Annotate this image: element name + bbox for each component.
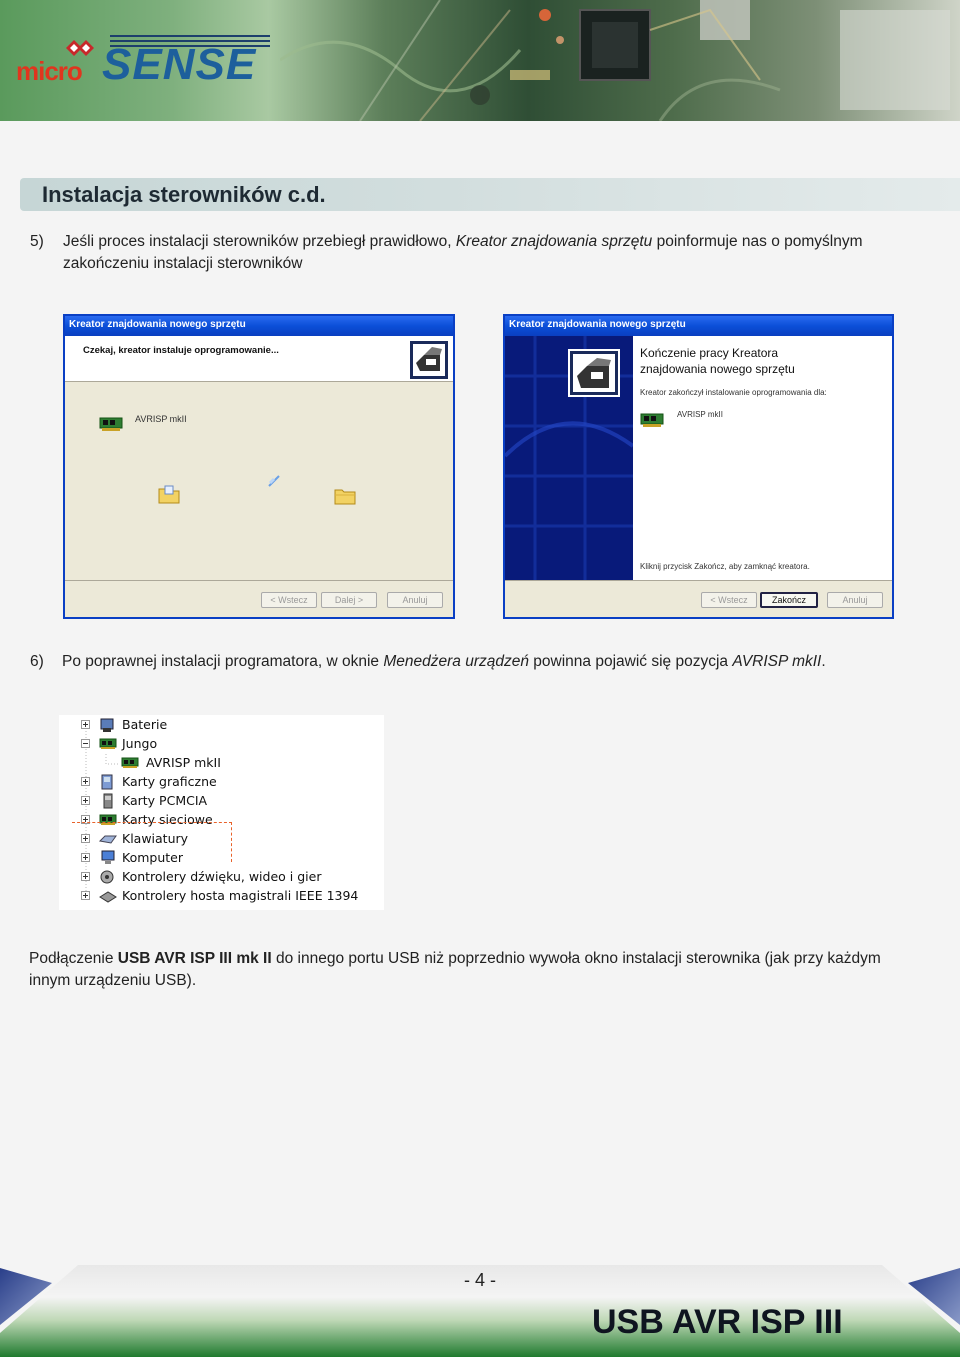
step-6-line xyxy=(62,651,826,673)
wizard-content-area xyxy=(633,336,892,580)
section-title-bar xyxy=(20,178,960,211)
cancel-button[interactable]: Anuluj xyxy=(387,592,443,608)
wizard-status-text: Czekaj, kreator instaluje oprogramowanie... xyxy=(83,345,279,356)
device-board-icon xyxy=(640,412,666,428)
step-5-line-1 xyxy=(63,231,863,253)
window-titlebar xyxy=(65,316,453,336)
device-name: AVRISP mkII xyxy=(135,414,187,424)
tree-item[interactable] xyxy=(59,792,384,811)
device-name: AVRISP mkII xyxy=(677,410,723,419)
hardware-wizard-icon xyxy=(410,341,448,379)
tree-label: Klawiatury xyxy=(122,831,189,846)
tree-item[interactable] xyxy=(59,773,384,792)
tree-item-avrisp[interactable] xyxy=(59,754,384,773)
tree-label: Karty graficzne xyxy=(122,774,217,789)
step-5-text-after: poinformuje nas o pomyślnym xyxy=(652,233,863,250)
tree-label: Baterie xyxy=(122,717,168,732)
note-text: Podłączenie xyxy=(29,950,118,967)
wizard-window-finished xyxy=(503,314,894,619)
finish-button[interactable]: Zakończ xyxy=(760,592,818,608)
wizard-header-area xyxy=(65,336,453,382)
expand-toggle[interactable] xyxy=(81,891,90,900)
step-5-text: Jeśli proces instalacji sterowników przebiegł prawidłowo, xyxy=(63,233,456,250)
next-button[interactable]: Dalej > xyxy=(321,592,377,608)
wizard-divider xyxy=(505,580,892,581)
controller-icon xyxy=(99,888,117,904)
page-number: - 4 - xyxy=(463,1270,496,1290)
finish-heading-line-2: znajdowania nowego sprzętu xyxy=(640,362,795,376)
source-folder-icon xyxy=(157,482,181,506)
collapse-toggle[interactable] xyxy=(81,739,90,748)
wizard-window-installing xyxy=(63,314,455,619)
note-paragraph xyxy=(29,948,939,994)
step-6-italic-2: AVRISP mkII xyxy=(732,653,822,670)
display-icon xyxy=(99,774,117,790)
note-line-2: innym urządzeniu USB). xyxy=(29,972,197,989)
sound-icon xyxy=(99,869,117,885)
step-5-italic: Kreator znajdowania sprzętu xyxy=(455,233,653,250)
tree-label: Jungo xyxy=(122,736,158,751)
tree-label: Komputer xyxy=(122,850,183,865)
back-button[interactable]: < Wstecz xyxy=(701,592,757,608)
note-text-after: do innego portu USB niż poprzednio wywoła okno instalacji sterownika (jak przy każdym xyxy=(271,950,881,967)
tree-label: AVRISP mkII xyxy=(146,755,221,770)
tree-label: Kontrolery hosta magistrali IEEE 1394 xyxy=(122,888,359,903)
tree-item[interactable] xyxy=(59,735,384,754)
flying-file-icon xyxy=(267,474,281,488)
expand-toggle[interactable] xyxy=(81,720,90,729)
step-5-line-2: zakończeniu instalacji sterowników xyxy=(63,255,303,272)
window-title: Kreator znajdowania nowego sprzętu xyxy=(69,319,246,330)
tree-item[interactable] xyxy=(59,716,384,735)
step-6-text-mid: powinna pojawić się pozycja xyxy=(529,653,733,670)
highlight-dashed-box xyxy=(72,822,232,862)
expand-toggle[interactable] xyxy=(81,872,90,881)
expand-toggle[interactable] xyxy=(81,777,90,786)
device-manager-tree xyxy=(59,715,384,910)
section-title: Instalacja sterowników c.d. xyxy=(42,182,326,207)
tree-item[interactable] xyxy=(59,887,384,906)
logo-sense-text: SENSE xyxy=(102,40,257,89)
pcmcia-icon xyxy=(99,793,117,809)
microsense-logo xyxy=(16,34,276,90)
finish-heading-line-1: Kończenie pracy Kreatora xyxy=(640,346,779,360)
target-folder-icon xyxy=(333,486,357,506)
step-6-text: Po poprawnej instalacji programatora, w oknie xyxy=(62,653,384,670)
tree-label: Karty PCMCIA xyxy=(122,793,208,808)
board-icon xyxy=(121,755,139,771)
finish-info-text: Kreator zakończył instalowanie oprogramowania dla: xyxy=(640,388,827,397)
wizard-divider xyxy=(65,580,453,581)
tree-label: Karty sieciowe xyxy=(122,812,213,827)
device-board-icon xyxy=(99,416,125,432)
board-icon xyxy=(99,736,117,752)
step-5-paragraph xyxy=(30,231,930,277)
back-button[interactable]: < Wstecz xyxy=(261,592,317,608)
step-6-paragraph xyxy=(30,651,930,675)
tree-label: Kontrolery dźwięku, wideo i gier xyxy=(122,869,322,884)
cancel-button[interactable]: Anuluj xyxy=(827,592,883,608)
circuit-board-photo xyxy=(280,0,960,121)
note-line-1 xyxy=(29,948,881,970)
note-bold: USB AVR ISP III mk II xyxy=(117,950,272,967)
battery-icon xyxy=(99,717,117,733)
step-number: 5) xyxy=(30,233,44,250)
window-title: Kreator znajdowania nowego sprzętu xyxy=(509,319,686,330)
wizard-side-banner xyxy=(505,336,633,580)
header-banner xyxy=(0,0,960,121)
product-name: USB AVR ISP III xyxy=(592,1303,843,1341)
window-titlebar xyxy=(505,316,892,336)
expand-toggle[interactable] xyxy=(81,796,90,805)
finish-hint-text: Kliknij przycisk Zakończ, aby zamknąć kreatora. xyxy=(640,562,810,571)
tree-item[interactable] xyxy=(59,868,384,887)
step-6-italic: Menedżera urządzeń xyxy=(383,653,529,670)
logo-micro-text: micro xyxy=(16,56,82,86)
step-number: 6) xyxy=(30,653,44,670)
step-6-text-after: . xyxy=(821,653,826,670)
